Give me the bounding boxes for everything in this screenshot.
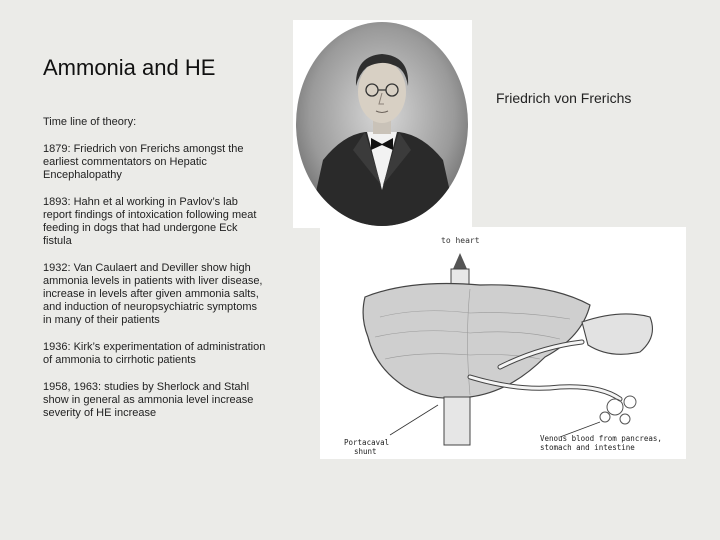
diagram-label-to-heart: to heart [441, 236, 480, 245]
timeline-intro: Time line of theory: [43, 116, 137, 128]
diagram-label-venous-2: stomach and intestine [540, 443, 635, 452]
portrait-image [293, 20, 472, 228]
timeline-item-1893: 1893: Hahn et al working in Pavlov’s lab report findings of intoxication following meat feeding in dogs that had undergone Eck fistula [43, 196, 257, 247]
timeline-item-1879: 1879: Friedrich von Frerichs amongst the earliest commentators on Hepatic Encephalopathy [43, 143, 244, 181]
diagram-label-portacaval-1: Portacaval [344, 438, 390, 447]
portrait-caption: Friedrich von Frerichs [496, 90, 632, 106]
diagram-label-venous-1: Venous blood from pancreas, [540, 434, 662, 443]
liver-anatomy-illustration-icon [320, 227, 686, 459]
diagram-label-portacaval-2: shunt [354, 447, 377, 456]
slide-title: Ammonia and HE [43, 55, 216, 80]
liver-diagram-image [320, 227, 686, 459]
portrait-engraving-icon [293, 20, 472, 228]
timeline-text [43, 116, 268, 434]
timeline-item-1936: 1936: Kirk’s experimentation of administration of ammonia to cirrhotic patients [43, 341, 266, 366]
timeline-item-1958: 1958, 1963: studies by Sherlock and Stahl show in general as ammonia level increase severity of HE increase [43, 381, 254, 419]
timeline-item-1932: 1932: Van Caulaert and Deviller show high ammonia levels in patients with liver disease, increase in levels after given ammonia salts, and induction of neuropsychiatric symptoms in many of their patients [43, 262, 263, 326]
